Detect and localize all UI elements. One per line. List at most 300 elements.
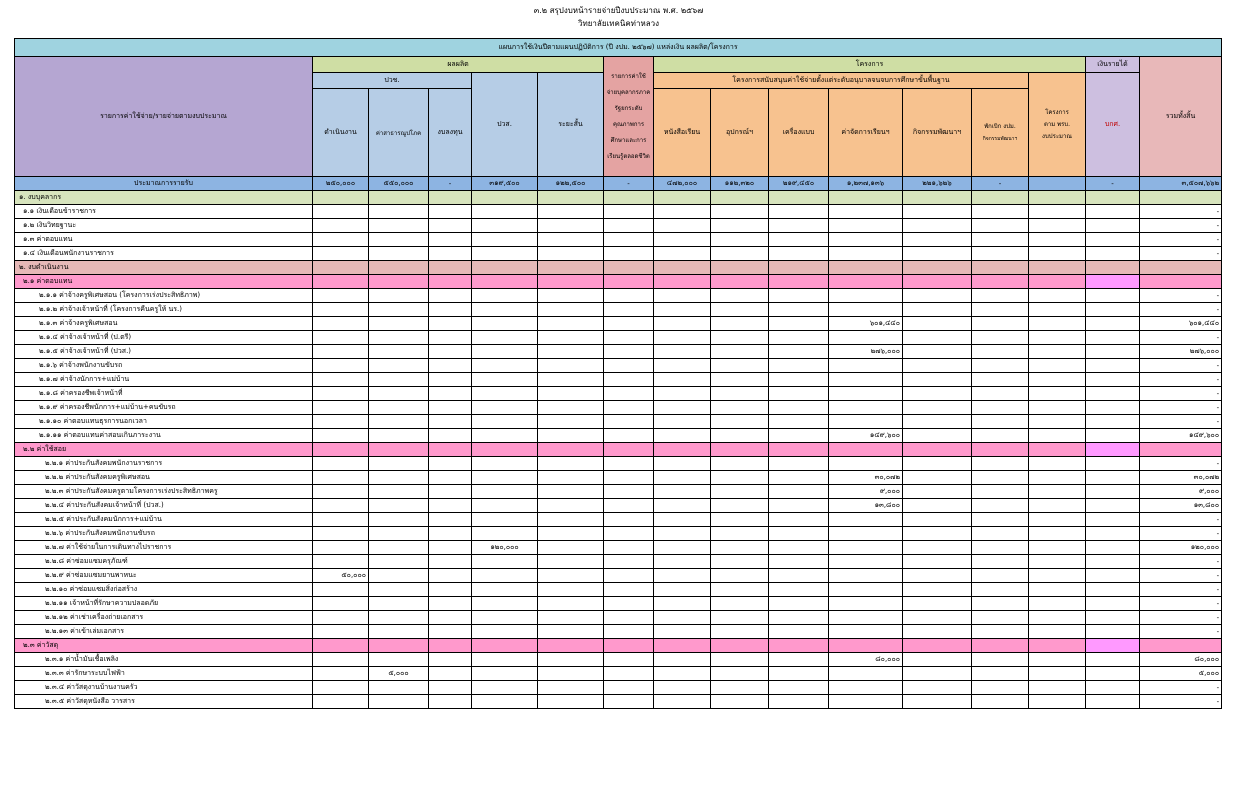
row-label: ๒.๒.๑ ค่าประกันสังคมพนักงานราชการ — [15, 457, 313, 471]
table-cell — [604, 317, 654, 331]
table-cell — [429, 639, 472, 653]
table-cell — [829, 219, 903, 233]
table-cell: ๓๐,๐๗๒ — [829, 471, 903, 485]
table-cell — [538, 317, 604, 331]
table-cell — [903, 471, 972, 485]
table-cell — [829, 359, 903, 373]
table-cell — [369, 695, 429, 709]
table-cell — [313, 695, 369, 709]
table-cell — [604, 611, 654, 625]
row-label: ๒.๑.๑๐ ค่าตอบแทนธุรการนอกเวลา — [15, 415, 313, 429]
table-cell: ๖๐๑,๔๔๐ — [829, 317, 903, 331]
table-cell — [1086, 541, 1140, 555]
table-cell — [829, 401, 903, 415]
table-cell — [711, 415, 769, 429]
table-cell — [829, 513, 903, 527]
table-cell — [1086, 401, 1140, 415]
row-label: ๒.๒.๓ ค่าประกันสังคมครูตามโครงการเร่งประสิทธิภาพครู — [15, 485, 313, 499]
table-cell — [711, 569, 769, 583]
table-cell — [769, 303, 829, 317]
table-cell — [538, 667, 604, 681]
table-cell — [903, 555, 972, 569]
table-cell — [429, 247, 472, 261]
table-cell — [472, 275, 538, 289]
table-cell — [538, 233, 604, 247]
table-cell — [538, 387, 604, 401]
table-cell — [903, 191, 972, 205]
table-cell — [472, 695, 538, 709]
table-cell — [711, 219, 769, 233]
table-cell — [654, 681, 711, 695]
table-cell — [769, 485, 829, 499]
table-cell — [538, 345, 604, 359]
row-label: ๑.๓ ค่าตอบแทน — [15, 233, 313, 247]
table-cell — [604, 597, 654, 611]
table-cell — [654, 471, 711, 485]
table-cell — [604, 331, 654, 345]
table-cell: - — [1140, 695, 1222, 709]
table-cell — [1029, 233, 1086, 247]
table-cell — [711, 639, 769, 653]
table-cell — [654, 247, 711, 261]
table-row — [15, 429, 1222, 443]
row-label: ๒.๒.๙ ค่าซ่อมแซมยานพาหนะ — [15, 569, 313, 583]
table-cell — [1086, 499, 1140, 513]
table-cell — [972, 485, 1029, 499]
table-cell — [972, 429, 1029, 443]
table-cell — [654, 415, 711, 429]
table-cell: - — [1140, 289, 1222, 303]
row-label: ๒.๑.๕ ค่าจ้างเจ้าหน้าที่ (ปวส.) — [15, 345, 313, 359]
table-cell — [1029, 667, 1086, 681]
row-label: ๒.๒ ค่าใช้สอย — [15, 443, 313, 457]
table-cell — [654, 541, 711, 555]
row-label: ๒.๒.๘ ค่าซ่อมแซมครุภัณฑ์ — [15, 555, 313, 569]
table-cell: ๕,๐๐๐ — [369, 667, 429, 681]
table-cell — [472, 611, 538, 625]
table-cell — [1029, 415, 1086, 429]
table-cell — [1140, 275, 1222, 289]
table-cell — [313, 345, 369, 359]
row-label: ๒.๒.๑๐ ค่าซ่อมแซมสิ่งก่อสร้าง — [15, 583, 313, 597]
table-cell — [654, 261, 711, 275]
header-extra: รายการค่าใช้จ่ายบุคลากรภาครัฐยกระดับคุณภาพการศึกษาและการเรียนรู้ตลอดชีวิต — [604, 57, 654, 177]
table-row — [15, 191, 1222, 205]
table-cell — [369, 611, 429, 625]
table-cell — [313, 527, 369, 541]
table-cell — [711, 443, 769, 457]
table-cell — [429, 317, 472, 331]
table-cell — [1029, 513, 1086, 527]
table-cell — [972, 695, 1029, 709]
table-cell — [538, 471, 604, 485]
table-cell — [1086, 653, 1140, 667]
table-cell — [538, 191, 604, 205]
table-cell — [313, 611, 369, 625]
table-cell — [769, 261, 829, 275]
table-cell: - — [1140, 359, 1222, 373]
table-cell — [538, 695, 604, 709]
header-utilities: ค่าสาธารณูปโภค — [369, 89, 429, 177]
table-cell — [829, 331, 903, 345]
table-cell — [369, 569, 429, 583]
header-vocational: ปวช. — [313, 73, 472, 89]
table-cell — [429, 485, 472, 499]
table-cell — [829, 415, 903, 429]
table-cell — [369, 541, 429, 555]
table-cell — [654, 527, 711, 541]
table-cell — [604, 359, 654, 373]
table-cell — [654, 373, 711, 387]
table-cell — [972, 457, 1029, 471]
table-cell — [369, 331, 429, 345]
table-cell — [538, 555, 604, 569]
row-label: ๒.๑ ค่าตอบแทน — [15, 275, 313, 289]
table-cell — [313, 289, 369, 303]
table-cell — [472, 415, 538, 429]
header-books: หนังสือเรียน — [654, 89, 711, 177]
table-cell — [903, 611, 972, 625]
table-row — [15, 331, 1222, 345]
row-label: ๒.๑.๔ ค่าจ้างเจ้าหน้าที่ (ป.ตรี) — [15, 331, 313, 345]
table-cell — [769, 555, 829, 569]
table-cell — [829, 443, 903, 457]
table-cell — [769, 247, 829, 261]
table-row — [15, 233, 1222, 247]
table-cell: - — [1140, 555, 1222, 569]
table-cell — [829, 247, 903, 261]
table-cell — [604, 653, 654, 667]
table-row — [15, 499, 1222, 513]
table-row — [15, 471, 1222, 485]
table-cell — [538, 513, 604, 527]
table-cell — [1086, 611, 1140, 625]
table-cell — [972, 527, 1029, 541]
table-row — [15, 457, 1222, 471]
table-cell — [654, 625, 711, 639]
table-cell — [604, 191, 654, 205]
table-row — [15, 401, 1222, 415]
table-cell — [538, 541, 604, 555]
table-cell — [903, 429, 972, 443]
table-cell — [769, 373, 829, 387]
table-cell — [903, 331, 972, 345]
table-cell — [1086, 415, 1140, 429]
table-cell — [972, 555, 1029, 569]
header-activities: กิจกรรมพัฒนาฯ — [903, 89, 972, 177]
table-cell — [654, 569, 711, 583]
table-cell: ๑๓,๘๐๐ — [829, 499, 903, 513]
table-cell — [654, 303, 711, 317]
table-cell — [429, 653, 472, 667]
table-cell — [769, 331, 829, 345]
table-cell — [972, 415, 1029, 429]
table-cell — [1086, 261, 1140, 275]
table-cell — [1029, 289, 1086, 303]
table-cell — [1086, 191, 1140, 205]
table-row — [15, 555, 1222, 569]
table-cell — [369, 513, 429, 527]
table-cell — [472, 317, 538, 331]
table-cell — [1086, 569, 1140, 583]
table-cell — [604, 373, 654, 387]
table-cell — [1029, 261, 1086, 275]
column-header-item: รายการค่าใช้จ่าย/รายจ่ายตามงบประมาณ — [15, 57, 313, 177]
budget-cell: ๕๕๐,๐๐๐ — [369, 177, 429, 191]
row-label: ๒.๑.๒ ค่าจ้างเจ้าหน้าที่ (โครงการคืนครูให้ นร.) — [15, 303, 313, 317]
table-cell — [313, 457, 369, 471]
table-cell — [1140, 191, 1222, 205]
table-cell — [1029, 499, 1086, 513]
table-cell — [1086, 205, 1140, 219]
table-cell — [972, 261, 1029, 275]
table-cell — [903, 401, 972, 415]
table-cell — [711, 373, 769, 387]
table-cell — [711, 499, 769, 513]
table-cell — [654, 611, 711, 625]
table-cell — [369, 499, 429, 513]
table-cell — [1029, 275, 1086, 289]
table-cell — [604, 471, 654, 485]
table-cell — [429, 373, 472, 387]
table-cell — [903, 583, 972, 597]
table-cell — [1086, 373, 1140, 387]
table-cell — [829, 191, 903, 205]
table-cell — [972, 219, 1029, 233]
table-cell: - — [1140, 415, 1222, 429]
table-cell — [472, 555, 538, 569]
table-cell — [1086, 625, 1140, 639]
table-cell: - — [1140, 233, 1222, 247]
table-cell — [429, 303, 472, 317]
table-banner: แผนการใช้เงินปีตามแผนปฏิบัติการ (ปี งปม. ๒๕๖๗) แหล่งเงิน ผลผลิต/โครงการ — [15, 39, 1222, 57]
row-label: ๒.๑.๑๑ ค่าตอบแทนค่าสอนเกินภาระงาน — [15, 429, 313, 443]
table-cell — [1029, 345, 1086, 359]
table-cell — [903, 373, 972, 387]
table-cell — [604, 485, 654, 499]
table-cell — [604, 261, 654, 275]
table-cell — [829, 373, 903, 387]
proj-budget-line2: ตาม พรบ. — [1043, 120, 1071, 128]
table-cell — [972, 387, 1029, 401]
table-cell — [654, 233, 711, 247]
table-cell — [313, 373, 369, 387]
table-cell — [429, 345, 472, 359]
table-cell — [711, 541, 769, 555]
table-cell: ๘๐,๐๐๐ — [1140, 653, 1222, 667]
table-cell: - — [1140, 583, 1222, 597]
table-cell — [313, 485, 369, 499]
row-label: ๒.๓ ค่าวัสดุ — [15, 639, 313, 653]
table-cell — [711, 289, 769, 303]
table-cell — [972, 303, 1029, 317]
table-cell — [429, 205, 472, 219]
table-cell — [538, 261, 604, 275]
table-cell — [711, 387, 769, 401]
table-cell — [604, 499, 654, 513]
table-cell — [769, 653, 829, 667]
table-cell — [972, 499, 1029, 513]
table-row — [15, 205, 1222, 219]
table-cell — [654, 513, 711, 527]
table-cell — [1029, 317, 1086, 331]
table-cell — [829, 667, 903, 681]
table-cell — [972, 373, 1029, 387]
table-cell — [829, 275, 903, 289]
withdraw-line2: กิจกรรมพัฒนาฯ — [982, 135, 1018, 142]
table-cell — [472, 639, 538, 653]
table-cell — [604, 639, 654, 653]
table-cell — [769, 471, 829, 485]
table-cell — [1029, 303, 1086, 317]
table-cell — [711, 583, 769, 597]
table-cell — [313, 219, 369, 233]
table-cell: - — [1140, 457, 1222, 471]
table-cell — [604, 625, 654, 639]
table-cell — [472, 373, 538, 387]
table-cell — [369, 261, 429, 275]
table-cell — [472, 681, 538, 695]
table-cell: ๓๐,๐๗๒ — [1140, 471, 1222, 485]
table-cell — [903, 205, 972, 219]
table-cell — [429, 583, 472, 597]
table-cell — [654, 499, 711, 513]
row-label: ๒.๓.๕ ค่าวัสดุหนังสือ วารสาร — [15, 695, 313, 709]
table-cell — [538, 359, 604, 373]
table-cell — [1029, 373, 1086, 387]
table-cell: - — [1140, 569, 1222, 583]
table-cell — [313, 555, 369, 569]
row-label: ๒.๑.๙ ค่าครองชีพนักการ+แม่บ้าน+คนขับรถ — [15, 401, 313, 415]
table-row — [15, 667, 1222, 681]
table-cell — [903, 625, 972, 639]
table-cell — [903, 345, 972, 359]
table-row — [15, 611, 1222, 625]
table-cell — [711, 317, 769, 331]
table-cell — [604, 401, 654, 415]
table-cell — [1029, 443, 1086, 457]
table-cell — [313, 429, 369, 443]
row-label: ๒.๓.๓ ค่ารักษาระบบไฟฟ้า — [15, 667, 313, 681]
table-row — [15, 569, 1222, 583]
table-cell — [369, 443, 429, 457]
table-cell — [1086, 331, 1140, 345]
table-cell — [369, 639, 429, 653]
table-cell: - — [1140, 611, 1222, 625]
table-cell — [972, 233, 1029, 247]
table-cell: - — [1140, 513, 1222, 527]
table-cell — [429, 597, 472, 611]
college-name: วิทยาลัยเทคนิคท่าหลวง — [577, 19, 660, 28]
table-cell — [472, 499, 538, 513]
table-cell — [769, 667, 829, 681]
table-cell: - — [1140, 527, 1222, 541]
table-cell — [654, 359, 711, 373]
table-cell — [769, 205, 829, 219]
table-cell — [313, 261, 369, 275]
table-cell — [972, 639, 1029, 653]
table-row — [15, 303, 1222, 317]
table-cell — [711, 247, 769, 261]
table-cell — [538, 415, 604, 429]
table-cell — [538, 429, 604, 443]
table-cell — [369, 401, 429, 415]
table-cell: - — [1140, 247, 1222, 261]
table-cell — [1029, 597, 1086, 611]
row-label: ๒.๒.๑๓ ค่าเข้าเล่มเอกสาร — [15, 625, 313, 639]
table-cell — [538, 583, 604, 597]
table-cell — [903, 513, 972, 527]
table-cell — [769, 569, 829, 583]
table-cell — [604, 443, 654, 457]
table-cell — [429, 695, 472, 709]
table-cell: - — [1140, 387, 1222, 401]
table-cell — [472, 597, 538, 611]
table-cell — [1086, 219, 1140, 233]
table-cell — [472, 247, 538, 261]
table-row — [15, 695, 1222, 709]
table-cell — [604, 205, 654, 219]
table-cell — [769, 359, 829, 373]
table-cell — [604, 667, 654, 681]
table-cell — [654, 289, 711, 303]
table-cell — [313, 471, 369, 485]
table-cell — [369, 373, 429, 387]
table-cell — [972, 569, 1029, 583]
table-cell — [972, 513, 1029, 527]
table-cell: ๑๔๙,๖๐๐ — [829, 429, 903, 443]
table-cell — [1029, 205, 1086, 219]
table-cell — [1029, 401, 1086, 415]
table-cell — [769, 233, 829, 247]
table-cell — [472, 513, 538, 527]
table-cell — [369, 681, 429, 695]
table-cell — [829, 387, 903, 401]
table-cell — [604, 303, 654, 317]
table-cell — [604, 513, 654, 527]
table-cell — [903, 695, 972, 709]
table-cell — [429, 555, 472, 569]
table-cell — [369, 275, 429, 289]
table-cell — [472, 345, 538, 359]
table-cell — [472, 485, 538, 499]
table-cell: - — [1140, 205, 1222, 219]
table-cell — [538, 219, 604, 233]
header-withdraw — [972, 89, 1029, 177]
table-cell — [1029, 247, 1086, 261]
table-cell — [972, 331, 1029, 345]
table-cell — [711, 555, 769, 569]
table-cell — [604, 681, 654, 695]
table-cell — [313, 247, 369, 261]
table-cell — [538, 443, 604, 457]
table-cell — [604, 247, 654, 261]
withdraw-line1: พักเบิก งปม. — [984, 122, 1016, 130]
table-cell — [313, 359, 369, 373]
table-cell — [903, 261, 972, 275]
table-cell — [429, 681, 472, 695]
table-cell — [1086, 555, 1140, 569]
table-cell — [538, 527, 604, 541]
table-row — [15, 625, 1222, 639]
table-cell — [1029, 191, 1086, 205]
table-cell — [369, 289, 429, 303]
table-cell — [654, 597, 711, 611]
table-cell: ๕,๐๐๐ — [1140, 667, 1222, 681]
table-cell — [538, 303, 604, 317]
table-cell — [829, 639, 903, 653]
table-cell — [903, 247, 972, 261]
